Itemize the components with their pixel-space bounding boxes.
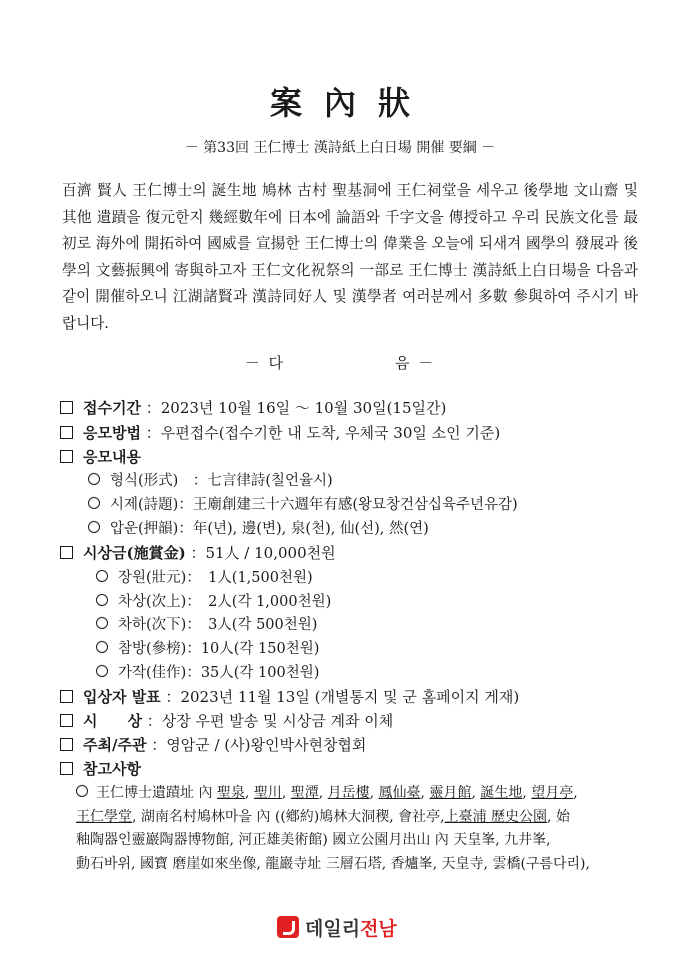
brand-mark-icon <box>277 916 299 938</box>
award-value: ：상장 우편 발송 및 시상금 계좌 이체 <box>146 712 394 730</box>
section-reference <box>60 758 141 779</box>
method-label: 응모방법 <box>83 424 141 442</box>
checkbox-square-icon <box>60 714 73 727</box>
content-item: 형식(形式) ：七言律詩(칠언율시) <box>88 469 333 490</box>
period-label: 접수기간 <box>83 399 141 417</box>
ref-line-1: 王仁博士遺蹟址 內 聖泉, 聖川, 聖潭, 月岳樓, 鳳仙臺, 靈月館, 誕生地, 望月亭, <box>76 782 636 806</box>
logo-text-2: 전남 <box>360 917 397 940</box>
ref-line-2: 王仁學堂, 湖南名村鳩林마을 內 ((鄕約)鳩林大洞稧, 會社亭,上臺浦 歷史公園, 始 <box>76 808 570 825</box>
prize-item: 장원(壯元)： 1人(1,500천원) <box>96 566 313 587</box>
ref-label: 참고사항 <box>83 760 141 778</box>
circle-bullet-icon <box>96 617 108 629</box>
prize-item: 차하(次下)： 3人(각 500천원) <box>96 613 317 634</box>
host-label: 주최/주관 <box>83 736 147 754</box>
intro-paragraph <box>62 178 638 337</box>
reference-text <box>76 782 636 876</box>
ref-line-4: 動石바위, 國寶 磨崖如來坐像, 龍巖寺址 三層石塔, 香爐峯, 天皇寺, 雲橋(구름다리), <box>76 855 590 872</box>
section-winner <box>60 686 519 707</box>
prize-item: 참방(參榜)：10人(각 150천원) <box>96 637 319 658</box>
divider-right: 음 － <box>395 354 436 372</box>
circle-bullet-icon <box>96 665 108 677</box>
winner-label: 입상자 발표 <box>83 688 161 706</box>
page-title: 案內狀 <box>269 84 432 122</box>
content-label: 응모내용 <box>83 448 141 466</box>
prize-label: 시상금(施賞金) <box>83 544 186 562</box>
watermark-logo <box>277 914 397 940</box>
award-label: 시 상 <box>83 712 142 730</box>
section-award <box>60 710 393 731</box>
content-item: 시제(詩題)：王廟創建三十六週年有感(왕묘창건삼십육주년유감) <box>88 493 518 514</box>
divider-left: － 다 <box>244 354 285 372</box>
method-value: ：우편접수(접수기한 내 도착, 우체국 30일 소인 기준) <box>145 424 501 442</box>
ref-line-3: 釉陶器인靈巖陶器博物館, 河正雄美術館) 國立公園月出山 內 天皇峯, 九井峯, <box>76 832 551 848</box>
circle-bullet-icon <box>88 521 100 533</box>
checkbox-square-icon <box>60 450 73 463</box>
intro-text: 百濟 賢人 王仁博士의 誕生地 鳩林 古村 聖基洞에 王仁祠堂을 세우고 後學地 文山齋 및 其他 遺蹟을 復元한지 幾經數年에 日本에 論語와 千字文을 傳授하고 우리 民族文化를 最初로 海外에 開拓하여 國威를 宣揚한 王仁博士의 偉業을 오늘에 되새겨 國學의 發展과 後學의 文藝振興에 寄與하고자 王仁文化祝祭의 一部로 王仁博士 漢詩紙上白日場을 다음과 같이 開催하오니 江湖諸賢과 漢詩同好人 및 漢學者 여러분께서 多數 參與하여 주시기 바랍니다. <box>62 182 638 332</box>
circle-bullet-icon <box>96 594 108 606</box>
checkbox-square-icon <box>60 401 73 414</box>
circle-bullet-icon <box>88 497 100 509</box>
section-divider <box>0 352 680 373</box>
section-content <box>60 446 141 467</box>
host-value: ：영암군 / (사)왕인박사현창협회 <box>151 736 367 754</box>
period-value: ：2023년 10월 16일 ～ 10월 30일(15일간) <box>145 399 447 417</box>
section-host <box>60 734 366 755</box>
circle-bullet-icon <box>96 641 108 653</box>
checkbox-square-icon <box>60 762 73 775</box>
winner-value: ：2023년 11월 13일 (개별통지 및 군 홈페이지 게재) <box>165 688 520 706</box>
section-period <box>60 397 446 418</box>
content-item: 압운(押韻)：年(년), 邊(변), 泉(천), 仙(선), 然(연) <box>88 517 429 538</box>
checkbox-square-icon <box>60 738 73 751</box>
circle-bullet-icon <box>96 570 108 582</box>
checkbox-square-icon <box>60 426 73 439</box>
section-method <box>60 422 500 443</box>
circle-bullet-icon <box>88 473 100 485</box>
checkbox-square-icon <box>60 690 73 703</box>
section-prize <box>60 542 336 563</box>
logo-text-1: 데일리 <box>305 917 361 940</box>
checkbox-square-icon <box>60 546 73 559</box>
prize-item: 가작(佳作)：35人(각 100천원) <box>96 661 319 682</box>
circle-bullet-icon <box>76 785 88 797</box>
page-subtitle: － 第33回 王仁博士 漢詩紙上白日場 開催 要綱 － <box>184 140 496 156</box>
prize-value: ：51人 / 10,000천원 <box>190 544 336 562</box>
prize-item: 차상(次上)： 2人(각 1,000천원) <box>96 590 331 611</box>
